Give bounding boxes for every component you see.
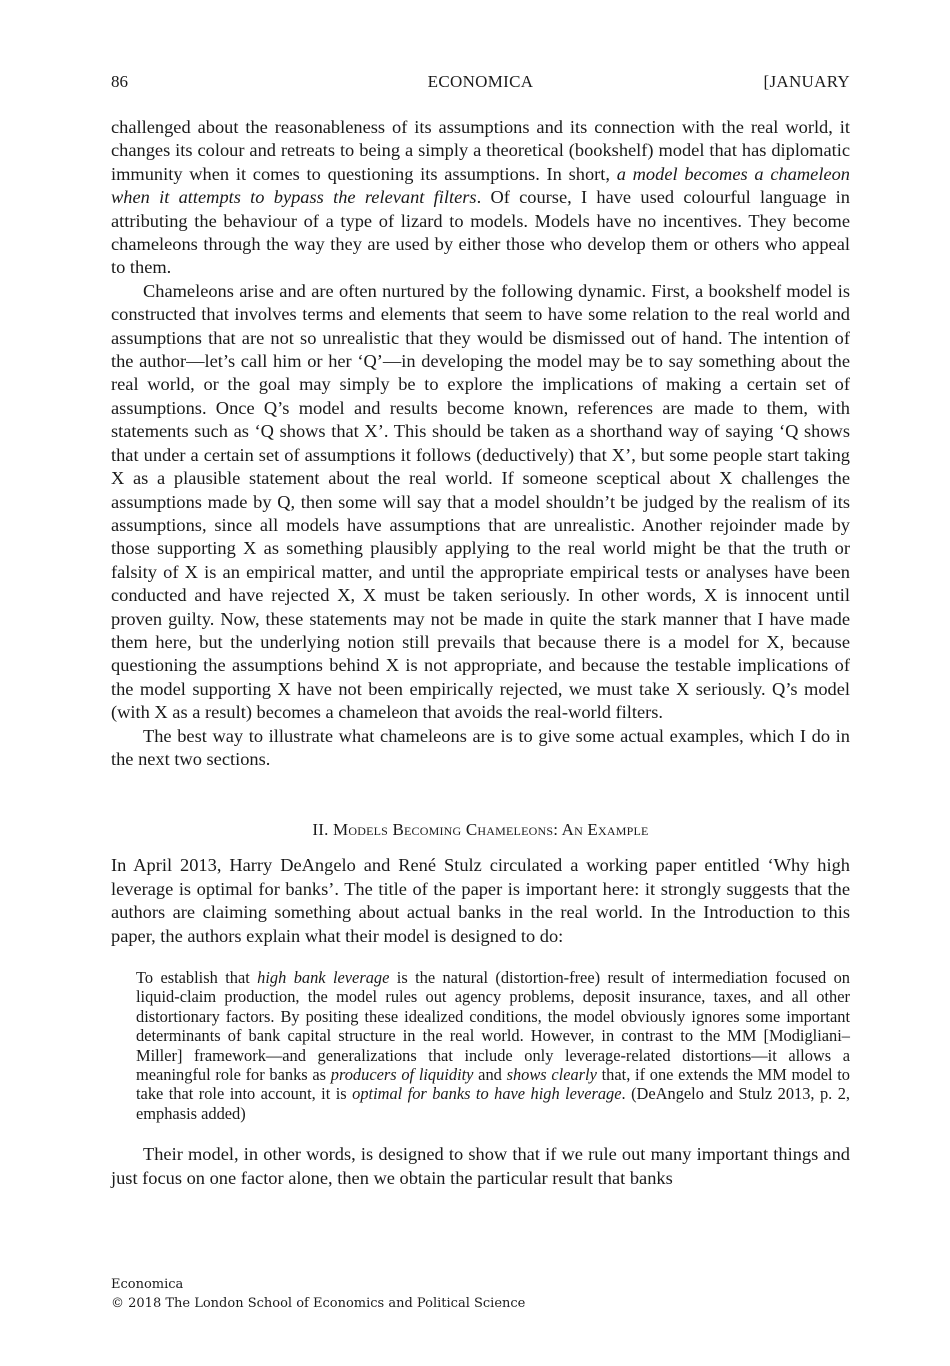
footer-copyright: © 2018 The London School of Economics and Political Science	[111, 1296, 526, 1311]
paragraph-4: In April 2013, Harry DeAngelo and René Stulz circulated a working paper entitled ‘Why high leverage is optimal for banks’. The title of the paper is important here: it strongly suggests that the authors are claiming something about actual banks in the real world. In the Introduction to this paper, the authors explain what their model is designed to do:	[111, 855, 850, 946]
footer-journal: Economica	[111, 1277, 184, 1292]
running-head	[111, 71, 850, 93]
paragraph-5: Their model, in other words, is designed to show that if we rule out many important things and just focus on one factor alone, then we obtain the particular result that banks	[111, 1144, 850, 1188]
page-number: 86	[111, 72, 128, 91]
emphasis-text: a model becomes a chameleon when it attempts to bypass the relevant filters	[111, 163, 850, 208]
paragraph-2: Chameleons arise and are often nurtured by the following dynamic. First, a bookshelf model is constructed that involves terms and elements that seem to have some relation to the real world and assumptions that are not so unrealistic that they would be dismissed out of hand. The intention of the author—let’s call him or her ‘Q’—in developing the model may be to say something about the real world, or the goal may simply be to explore the implications of making a certain set of assumptions. Once Q’s model and results become known, references are made to them, with statements such as ‘Q shows that X’. This should be taken as a shorthand way of saying ‘Q shows that under a certain set of assumptions it follows (deductively) that X’, but some people start taking X as a plausible statement about the real world. If someone sceptical about X challenges the assumptions made by Q, then some will say that a model shouldn’t be judged by the realism of its assumptions, since all models have assumptions that are unrealistic. Another rejoinder made by those supporting X as something plausibly applying to the real world might be that the truth or falsity of X is an empirical matter, and until the appropriate empirical tests or analyses have been conducted and have rejected X, X must be taken seriously. In other words, X is innocent until proven guilty. Now, these statements may not be made in quite the stark manner that I have made them here, but the underlying notion still prevails that because there is a model for X, because questioning the assumptions behind X is not appropriate, and because the testable implications of the model supporting X have not been empirically rejected, we must take X seriously. Q’s model (with X as a result) becomes a chameleon that avoids the real-world filters.	[111, 280, 850, 723]
journal-title: ECONOMICA	[427, 72, 534, 91]
issue-month: [JANUARY	[763, 72, 850, 91]
article-body	[111, 116, 850, 1190]
paragraph-1: challenged about the reasonableness of its assumptions and its connection with the real world, it changes its colour and retreats to being a simply a theoretical (bookshelf) model that has diplomatic immunity when it comes to questioning its assumptions. In short, a model becomes a chameleon when it attempts to bypass the relevant filters. Of course, I have used colourful language in attributing the behaviour of a type of lizard to models. Models have no incentives. They become chameleons through the way they are used by either those who develop them or others who appeal to them.	[111, 117, 850, 278]
block-quote: To establish that high bank leverage is the natural (distortion-free) result of intermediation focused on liquid-claim production, the model rules out agency problems, deposit insurance, taxes, and all other distortionary factors. By positing these idealized conditions, the model obviously ignores some important determinants of bank capital structure in the real world. However, in contrast to the MM [Modigliani–Miller] framework—and generalizations that include only leverage-related distortions—it allows a meaningful role for banks as producers of liquidity and shows clearly that, if one extends the MM model to take that role into account, it is optimal for banks to have high leverage. (DeAngelo and Stulz 2013, p. 2, emphasis added)	[136, 968, 851, 1123]
section-heading: II. Models Becoming Chameleons: An Example	[312, 820, 649, 840]
paragraph-3: The best way to illustrate what chameleons are is to give some actual examples, which I do in the next two sections.	[111, 725, 850, 769]
page-footer	[111, 1275, 525, 1313]
